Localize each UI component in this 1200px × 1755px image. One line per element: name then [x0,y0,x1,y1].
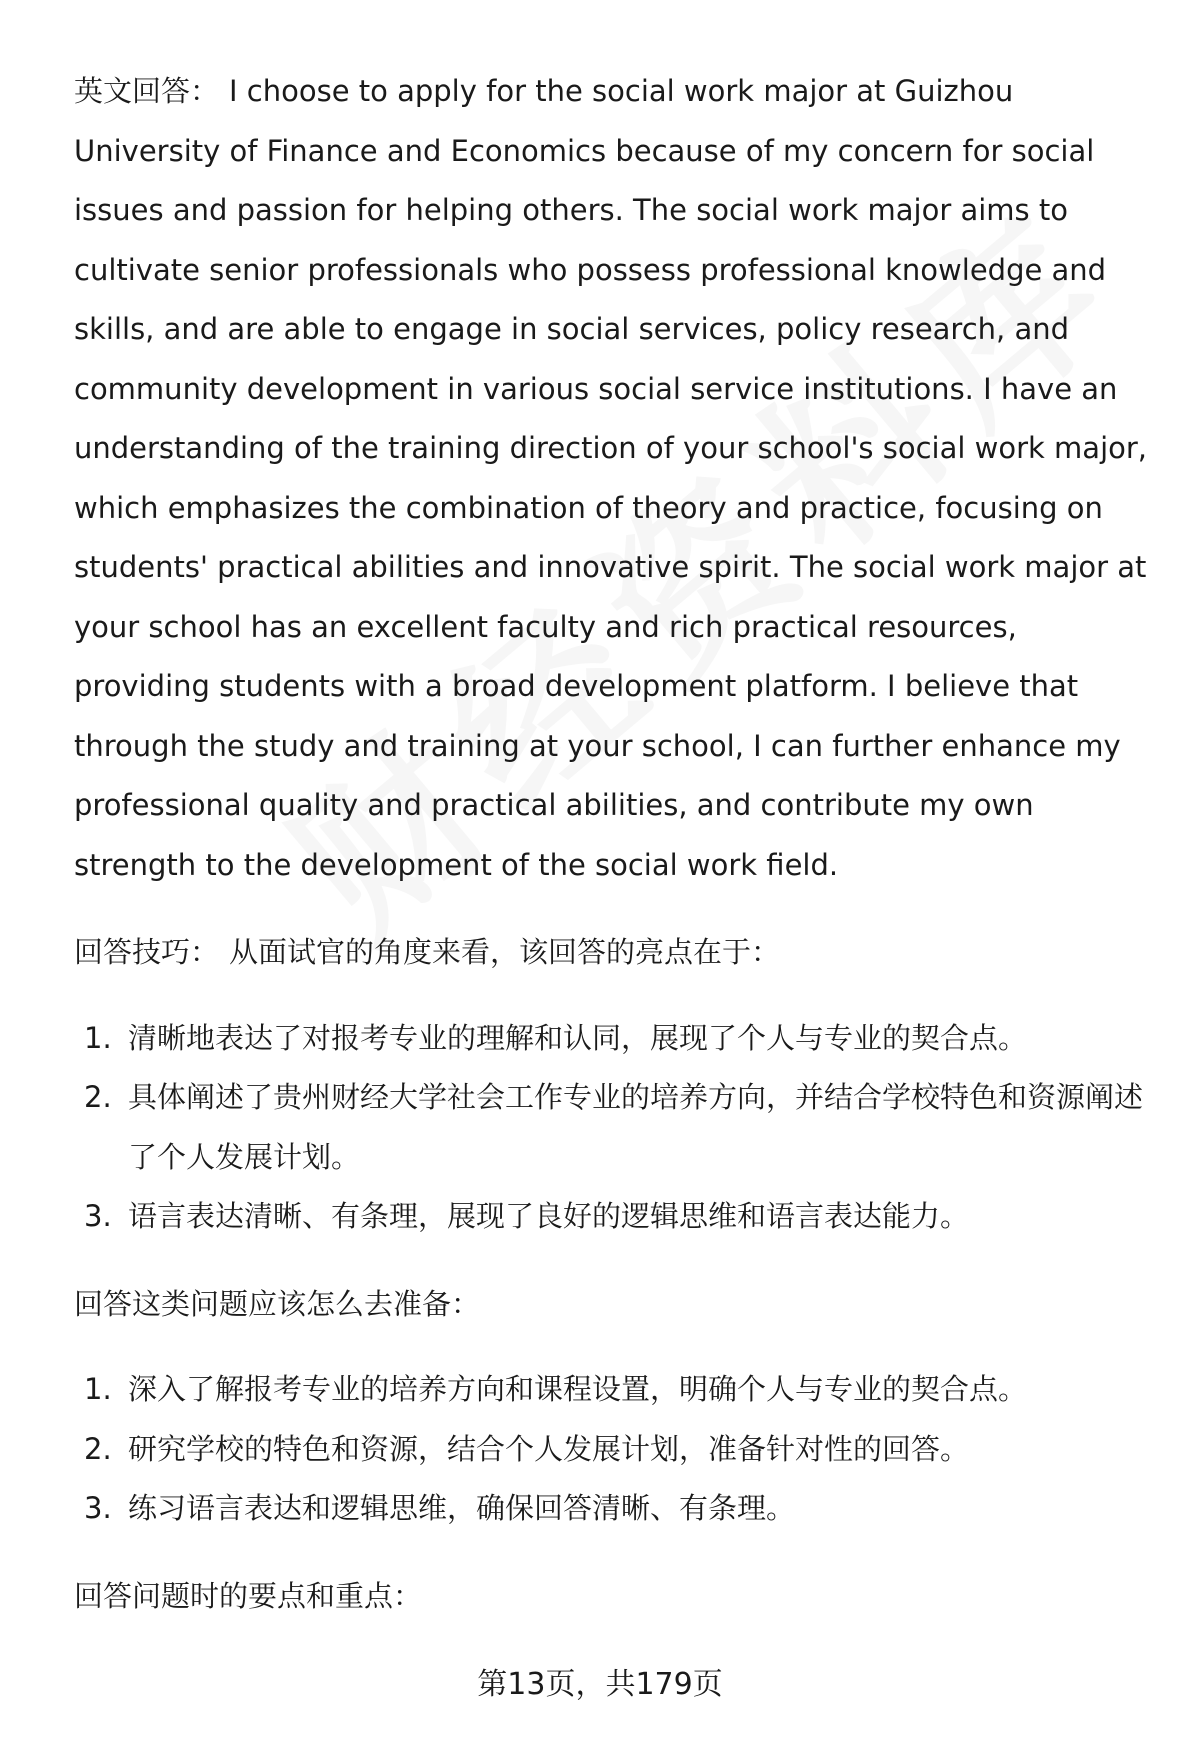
list-item-text: 语言表达清晰、有条理，展现了良好的逻辑思维和语言表达能力。 [128,1199,970,1233]
list-item-number: 3. [84,1491,112,1525]
page-number-footer: 第13页，共179页 [477,1667,723,1702]
list-item-text: 深入了解报考专业的培养方向和课程设置，明确个人与专业的契合点。 [128,1372,1028,1406]
english-answer-text: I choose to apply for the social work major at Guizhou University of Finance and Economics because of my concern for social issues and passion for helping others. The social work major aims to cultivate senior professionals who possess professional knowledge and skills, and are able to engage in social services, policy research, and community development in various social service institutions. I have an understanding of the training direction of your school's social work major, which emphasizes the combination of theory and practice, focusing on students' practical abilities and innovative spirit. The social work major at your school has an excellent faculty and rich practical resources, providing students with a broad development platform. I believe that through the study and training at your school, I can further enhance my professional quality and practical abilities, and contribute my own strength to the development of the social work field. [74,74,1148,882]
prepare-list [74,1360,1154,1539]
list-item [74,1187,1154,1247]
list-item [74,1009,1154,1069]
list-item [74,1420,1154,1480]
list-item-text: 练习语言表达和逻辑思维，确保回答清晰、有条理。 [128,1491,796,1525]
prepare-heading: 回答这类问题应该怎么去准备： [74,1286,481,1321]
tips-intro: 从面试官的角度来看，该回答的亮点在于： [229,935,781,969]
list-item-number: 3. [84,1199,112,1233]
tips-list [74,1009,1154,1247]
content-area [74,62,1154,1652]
key-points-heading: 回答问题时的要点和重点： [74,1578,423,1613]
list-item-text: 清晰地表达了对报考专业的理解和认同，展现了个人与专业的契合点。 [128,1020,1028,1055]
list-item [74,1068,1154,1187]
list-item-number: 2. [84,1080,112,1114]
list-item [74,1479,1154,1539]
tips-paragraph [74,923,1154,983]
list-item-text: 具体阐述了贵州财经大学社会工作专业的培养方向，并结合学校特色和资源阐述了个人发展计划。 [128,1080,1144,1174]
list-item-number: 1. [84,1372,112,1406]
list-item-number: 1. [84,1020,112,1055]
english-answer-label: 英文回答： [74,74,220,108]
list-item-text: 研究学校的特色和资源，结合个人发展计划，准备针对性的回答。 [128,1431,970,1466]
tips-label: 回答技巧： [74,935,220,969]
english-answer-paragraph [74,62,1154,895]
list-item-number: 2. [84,1431,112,1466]
list-item [74,1360,1154,1420]
